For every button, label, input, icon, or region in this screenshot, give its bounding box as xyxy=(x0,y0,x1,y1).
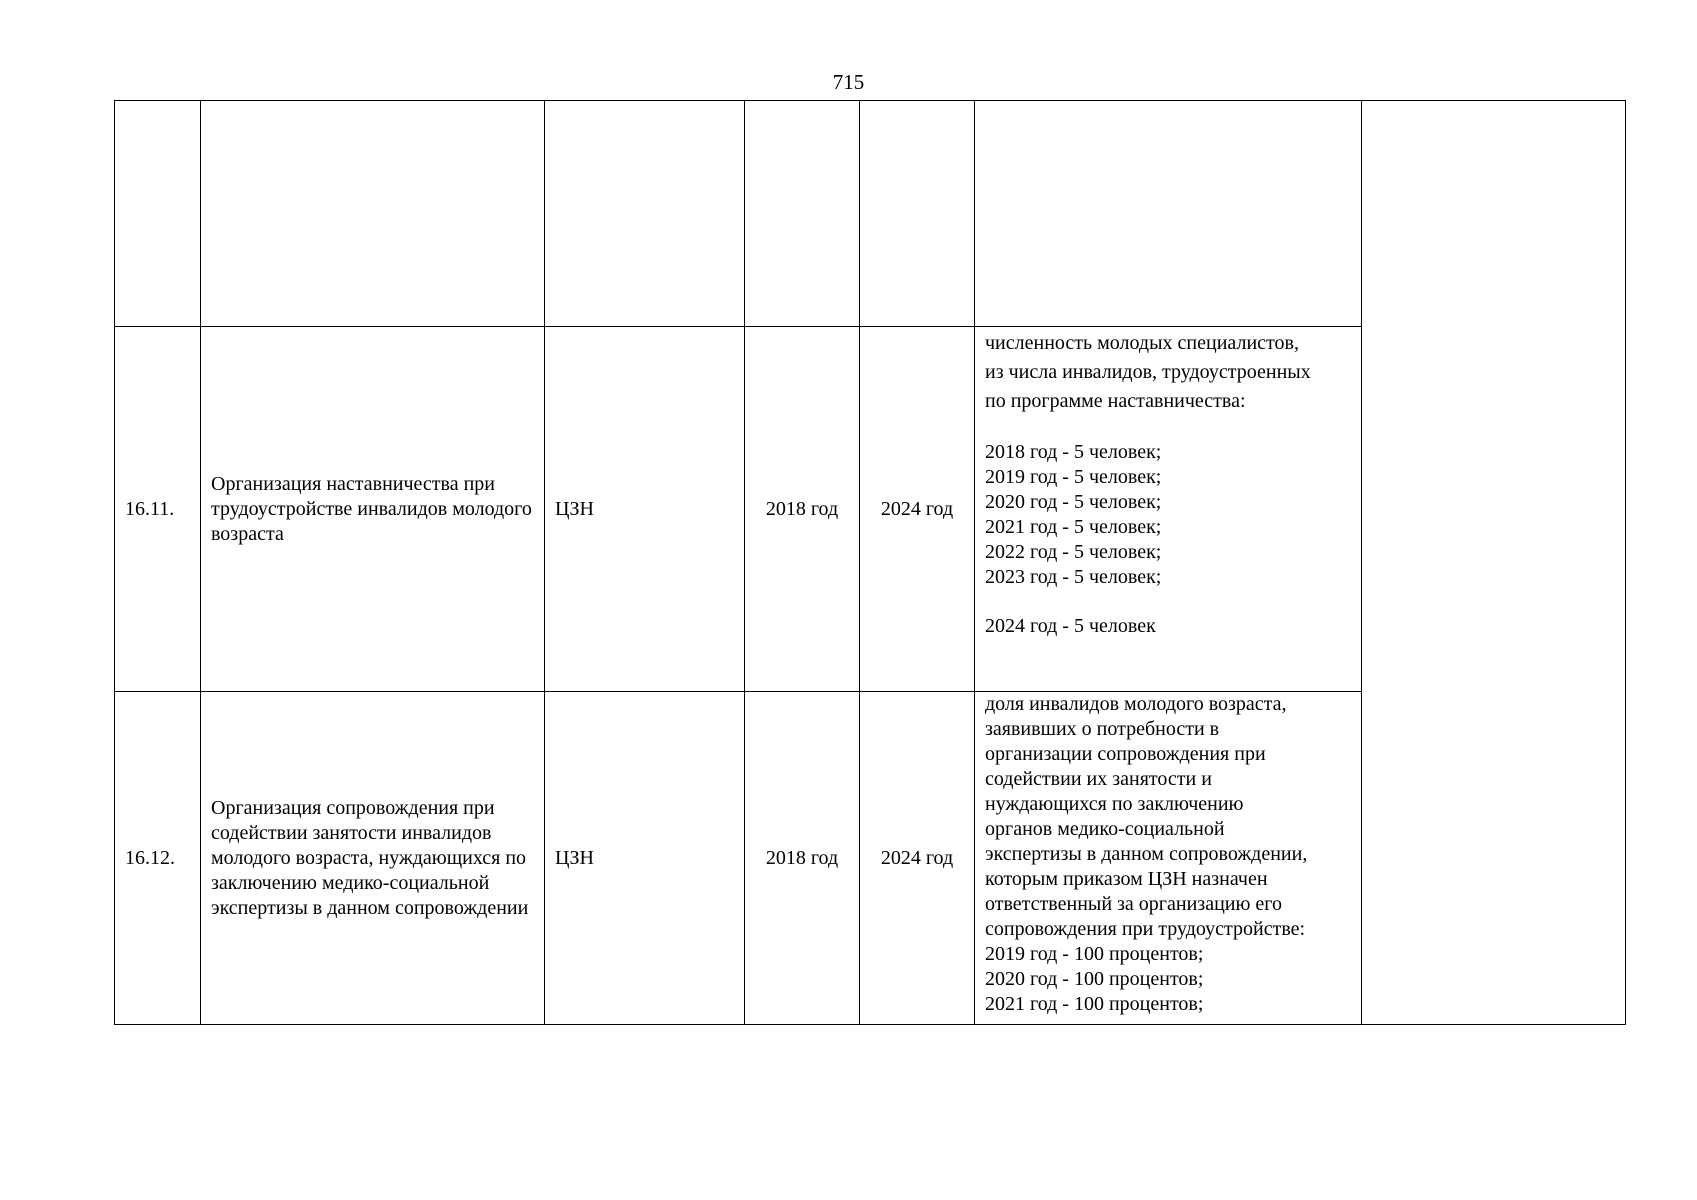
indicator-line: нуждающихся по заключению xyxy=(985,793,1244,815)
cell-start-year: 2018 год xyxy=(745,692,860,1025)
indicator-line: которым приказом ЦЗН назначен xyxy=(985,868,1268,890)
cell-number xyxy=(115,101,201,327)
indicator-value-line: 2018 год - 5 человек; xyxy=(985,441,1162,463)
indicator-line: доля инвалидов молодого возраста, xyxy=(985,693,1287,715)
indicator-line: заявивших о потребности в xyxy=(985,718,1220,740)
cell-responsible: ЦЗН xyxy=(545,692,745,1025)
indicator-line: экспертизы в данном сопровождении, xyxy=(985,843,1308,865)
cell-indicator xyxy=(975,692,1362,1025)
indicator-line: 2020 год - 100 процентов; xyxy=(985,968,1204,990)
indicator-value-line: 2019 год - 5 человек; xyxy=(985,466,1162,488)
cell-end-year xyxy=(860,101,975,327)
cell-measure: Организация сопровождения при содействии занятости инвалидов молодого возраста, нуждающихся по заключению медико-социальной экспертизы в данном сопровождении xyxy=(201,692,545,1025)
indicator-line: организации сопровождения при xyxy=(985,743,1266,765)
measures-table xyxy=(114,100,1626,1025)
page-number: 715 xyxy=(832,70,865,94)
indicator-line: 2021 год - 100 процентов; xyxy=(985,993,1204,1015)
cell-end-year: 2024 год xyxy=(860,692,975,1025)
indicator-line: органов медико-социальной xyxy=(985,818,1225,840)
cell-indicator xyxy=(975,327,1362,692)
cell-end-year: 2024 год xyxy=(860,327,975,692)
cell-responsible xyxy=(545,101,745,327)
indicator-heading-line: по программе наставничества: xyxy=(985,390,1246,412)
cell-notes xyxy=(1362,101,1626,1025)
indicator-line: содействии их занятости и xyxy=(985,768,1212,790)
indicator-value-line: 2023 год - 5 человек; xyxy=(985,566,1162,588)
indicator-heading-line: из числа инвалидов, трудоустроенных xyxy=(985,361,1311,383)
cell-number: 16.12. xyxy=(115,692,201,1025)
indicator-value-line: 2024 год - 5 человек xyxy=(985,615,1156,637)
indicator-value-line: 2022 год - 5 человек; xyxy=(985,541,1162,563)
indicator-line: ответственный за организацию его xyxy=(985,893,1283,915)
indicator-heading-line: численность молодых специалистов, xyxy=(985,332,1299,354)
indicator-value-line: 2020 год - 5 человек; xyxy=(985,491,1162,513)
table-row-continuation xyxy=(115,101,1626,327)
indicator-line: сопровождения при трудоустройстве: xyxy=(985,918,1306,940)
cell-indicator xyxy=(975,101,1362,327)
cell-start-year xyxy=(745,101,860,327)
cell-measure xyxy=(201,101,545,327)
cell-number: 16.11. xyxy=(115,327,201,692)
cell-responsible: ЦЗН xyxy=(545,327,745,692)
indicator-value-line: 2021 год - 5 человек; xyxy=(985,516,1162,538)
indicator-line: 2019 год - 100 процентов; xyxy=(985,943,1204,965)
cell-measure: Организация наставничества при трудоустройстве инвалидов молодого возраста xyxy=(201,327,545,692)
cell-start-year: 2018 год xyxy=(745,327,860,692)
